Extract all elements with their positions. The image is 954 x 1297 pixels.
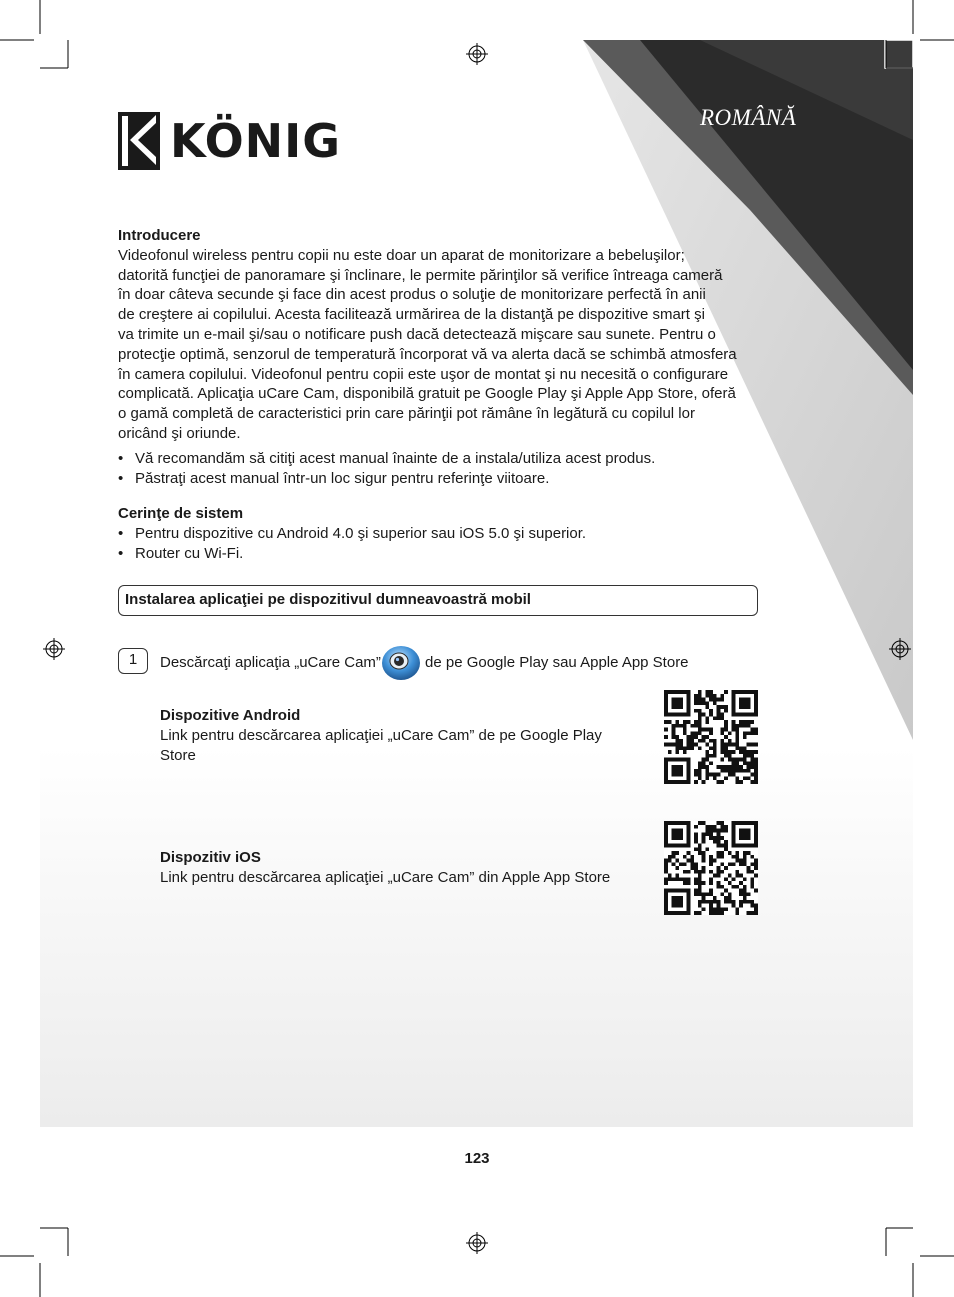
ios-text: Link pentru descărcarea aplicaţiei „uCare Cam” din Apple App Store xyxy=(160,868,611,886)
list-item: • Vă recomandăm să citiţi acest manual înainte de a instala/utiliza acest produs. xyxy=(118,449,763,469)
step-number: 1 xyxy=(118,648,148,674)
brand-name: KÖNIG xyxy=(170,114,342,168)
android-section xyxy=(160,706,630,765)
page-number: 123 xyxy=(464,1150,490,1167)
registration-mark-icon xyxy=(466,43,488,65)
android-qr-code[interactable] xyxy=(664,690,758,784)
android-title: Dispozitive Android xyxy=(160,707,301,724)
intro-line: de creştere ai copilului. Acesta facilitează urmărirea de la distanţă pe dispozitive smart şi xyxy=(118,306,705,324)
intro-line: în doar câteva secunde şi face din acest produs o soluţie de monitorizare perfectă în anii xyxy=(118,286,706,304)
list-item: • Pentru dispozitive cu Android 4.0 şi superior sau iOS 5.0 şi superior. xyxy=(118,524,763,544)
registration-mark-icon xyxy=(466,1232,488,1254)
intro-line: în camera copilului. Videofonul pentru copii este uşor de montat şi nu necesită o configurare xyxy=(118,365,729,383)
ucare-cam-app-icon xyxy=(381,645,421,681)
intro-section xyxy=(118,226,763,564)
intro-bullets xyxy=(118,449,763,489)
intro-line: va trimite un e-mail şi/sau o notificare push dacă detectează mişcare sau sunete. Pentru o xyxy=(118,325,716,343)
language-label: ROMÂNĂ xyxy=(700,105,797,130)
ios-section xyxy=(160,848,630,888)
step-text-continued: de pe Google Play sau Apple App Store xyxy=(425,654,689,671)
requirements-heading: Cerinţe de sistem xyxy=(118,505,244,523)
install-section-title: Instalarea aplicaţiei pe dispozitivul dumneavoastră mobil xyxy=(118,585,758,616)
intro-line: o gamă completă de caracteristici prin care părinţii pot rămâne în legătură cu copilul lor xyxy=(118,405,695,423)
list-item: • Păstraţi acest manual într-un loc sigur pentru referinţe viitoare. xyxy=(118,469,763,489)
konig-logo xyxy=(118,110,342,172)
registration-mark-icon xyxy=(889,638,911,660)
step-text: Descărcaţi aplicaţia „uCare Cam” xyxy=(160,654,381,671)
intro-heading: Introducere xyxy=(118,227,201,244)
ios-title: Dispozitiv iOS xyxy=(160,849,261,866)
registration-mark-icon xyxy=(43,638,65,660)
intro-line: complicată. Aplicaţia uCare Cam, disponibilă gratuit pe Google Play şi Apple App Store, oferă xyxy=(118,385,736,403)
intro-line: oricând şi oriunde. xyxy=(118,424,241,442)
list-item: • Router cu Wi-Fi. xyxy=(118,544,763,564)
ios-qr-code[interactable] xyxy=(664,821,758,915)
intro-line: Videofonul wireless pentru copii nu este doar un aparat de monitorizare a bebeluşilor; xyxy=(118,246,685,264)
intro-line: datorită funcţiei de panoramare şi înclinare, le permite părinţilor să verifice întreaga cameră xyxy=(118,266,723,284)
intro-line: protecţie optimă, senzorul de temperatură încorporat vă va alerta dacă se schimbă atmosfera xyxy=(118,345,737,363)
requirements-bullets xyxy=(118,524,763,564)
android-text: Link pentru descărcarea aplicaţiei „uCare Cam” de pe Google Play Store xyxy=(160,726,602,764)
